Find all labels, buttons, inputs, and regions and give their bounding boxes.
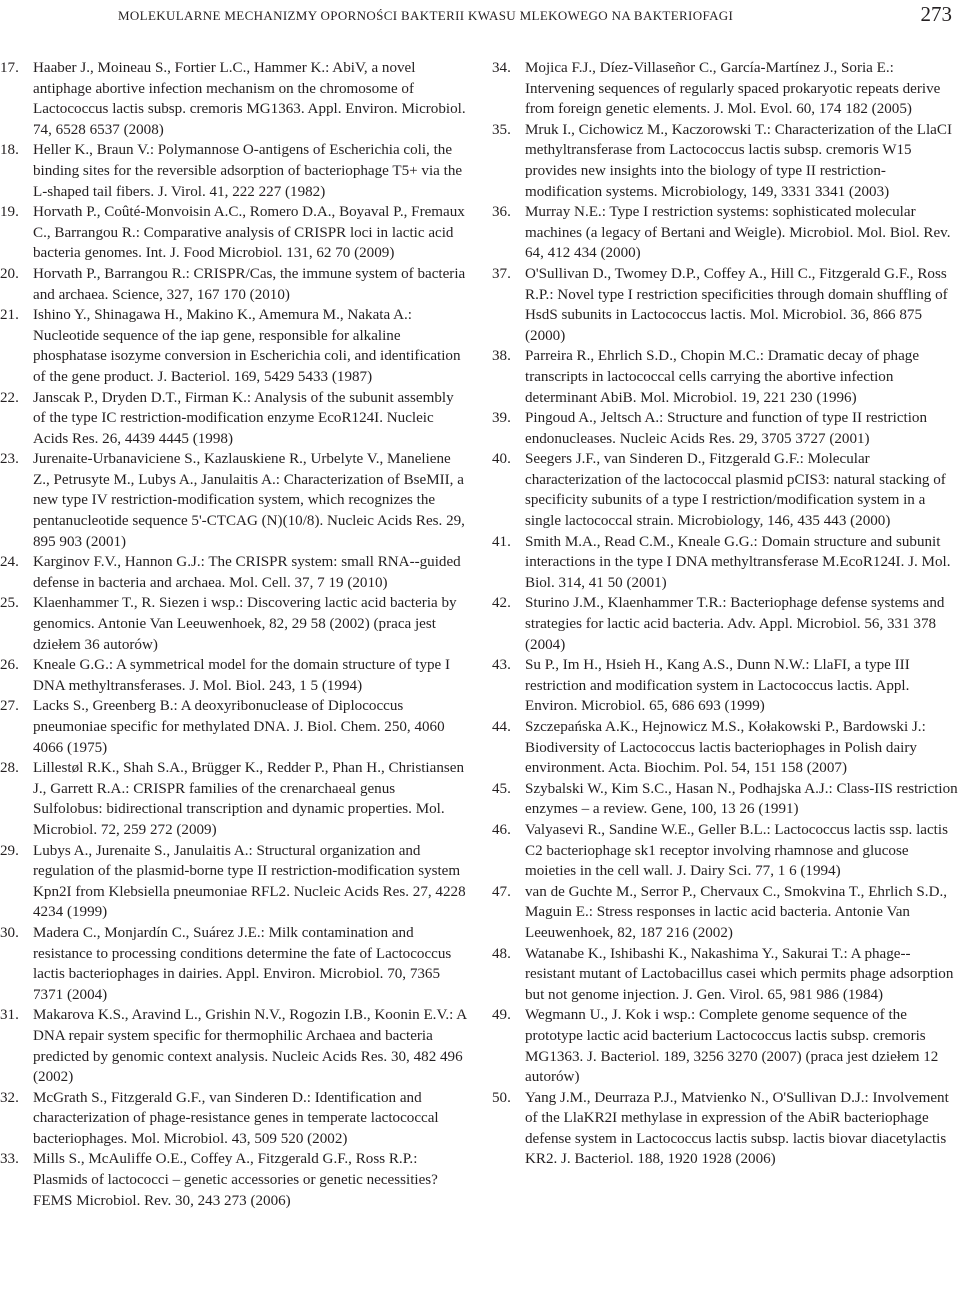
reference-text: Watanabe K., Ishibashi K., Nakashima Y., Sakurai T.: A phage--resistant mutant of Lactobacillus casei which permits phage adsorption but not genome injection. J. Gen. Virol. 65, 981 986 (1984)	[525, 945, 954, 1003]
reference-number: 32.	[0, 1089, 19, 1106]
reference-item	[0, 58, 468, 140]
reference-text: Wegmann U., J. Kok i wsp.: Complete genome sequence of the prototype lactic acid bacterium Lactococcus lactis subsp. cremoris MG1363. J. Bacteriol. 189, 3256 3270 (2007) (praca jest dziełem 12 autorów)	[525, 1007, 939, 1086]
reference-text: Parreira R., Ehrlich S.D., Chopin M.C.: Dramatic decay of phage transcripts in lactococcal cells carrying the abortive infection determinant AbiB. Mol. Microbiol. 19, 221 230 (1996)	[525, 348, 920, 406]
reference-item	[0, 758, 468, 840]
reference-number: 29.	[0, 842, 19, 859]
reference-item	[0, 140, 468, 202]
reference-text: Janscak P., Dryden D.T., Firman K.: Analysis of the subunit assembly of the type IC restriction-modification enzyme EcoR124I. Nucleic Acids Res. 26, 4439 4445 (1998)	[33, 389, 454, 447]
reference-item	[492, 346, 960, 408]
reference-number: 26.	[0, 657, 19, 674]
reference-text: Mills S., McAuliffe O.E., Coffey A., Fitzgerald G.F., Ross R.P.: Plasmids of lactococci – genetic accessories or genetic necessities? FEMS Microbiol. Rev. 30, 243 273 (2006)	[33, 1151, 438, 1209]
reference-item	[492, 779, 960, 820]
running-title: MOLEKULARNE MECHANIZMY OPORNOŚCI BAKTERII KWASU MLEKOWEGO NA BAKTERIOFAGI	[118, 8, 734, 23]
reference-text: Szczepańska A.K., Hejnowicz M.S., Kołakowski P., Bardowski J.: Biodiversity of Lactococcus lactis bacteriophages in Polish dairy environment. Acta. Biochim. Pol. 54, 151 158 (2007)	[525, 719, 926, 777]
reference-item	[492, 944, 960, 1006]
reference-item	[0, 655, 468, 696]
reference-item	[0, 264, 468, 305]
reference-item	[0, 593, 468, 655]
reference-item	[492, 120, 960, 202]
reference-number: 40.	[492, 451, 511, 468]
reference-number: 19.	[0, 204, 19, 221]
reference-item	[492, 593, 960, 655]
reference-number: 44.	[492, 719, 511, 735]
reference-text: Makarova K.S., Aravind L., Grishin N.V., Rogozin I.B., Koonin E.V.: A DNA repair system specific for thermophilic Archaea and bacteria predicted by genomic context analysis. Nucleic Acids Res. 30, 482 496 (2002)	[33, 1007, 467, 1086]
reference-item	[0, 1149, 468, 1211]
reference-number: 31.	[0, 1007, 19, 1024]
reference-text: Lubys A., Jurenaite S., Janulaitis A.: Structural organization and regulation of the plasmid-borne type II restriction-modification system Kpn2I from Klebsiella pneumoniae RFL2. Nucleic Acids Res. 27, 4228 4234 (1999)	[33, 842, 466, 921]
reference-text: Madera C., Monjardín C., Suárez J.E.: Milk contamination and resistance to processing conditions determine the fate of Lactococcus lactis bacteriophages in dairies. Appl. Environ. Microbiol. 70, 7365 7371 (2004)	[33, 924, 452, 1003]
reference-number: 43.	[492, 657, 511, 674]
reference-text: Valyasevi R., Sandine W.E., Geller B.L.: Lactococcus lactis ssp. lactis C2 bacteriophage sk1 receptor involving rhamnose and glucose moieties in the cell wall. J. Dairy Sci. 77, 1 6 (1994)	[525, 821, 948, 880]
reference-number: 21.	[0, 307, 19, 324]
reference-number: 45.	[492, 780, 511, 797]
reference-item	[492, 1088, 960, 1170]
reference-item	[492, 264, 960, 346]
reference-item	[0, 552, 468, 593]
reference-text: Karginov F.V., Hannon G.J.: The CRISPR system: small RNA--guided defense in bacteria and archaea. Mol. Cell. 37, 7 19 (2010)	[33, 554, 461, 591]
reference-text: Murray N.E.: Type I restriction systems: sophisticated molecular machines (a legacy of Bertani and Weigle). Microbiol. Mol. Biol. Rev. 64, 412 434 (2000)	[525, 204, 951, 262]
reference-text: van de Guchte M., Serror P., Chervaux C., Smokvina T., Ehrlich S.D., Maguin E.: Stress responses in lactic acid bacteria. Antonie Van Leeuwenhoek, 82, 187 216 (2002)	[525, 883, 948, 941]
reference-number: 33.	[0, 1151, 19, 1168]
reference-number: 25.	[0, 595, 19, 612]
reference-number: 47.	[492, 883, 511, 900]
reference-item	[0, 1005, 468, 1087]
references-right-column	[492, 58, 960, 1170]
reference-number: 37.	[492, 265, 511, 282]
reference-item	[0, 305, 468, 387]
reference-item	[0, 1088, 468, 1150]
reference-number: 24.	[0, 554, 19, 571]
reference-text: Haaber J., Moineau S., Fortier L.C., Hammer K.: AbiV, a novel antiphage abortive infection mechanism on the chromosome of Lactococcus lactis subsp. cremoris MG1363. Appl. Environ. Microbiol. 74, 6528 6537 (2008)	[33, 60, 466, 138]
reference-item	[492, 58, 960, 120]
reference-item	[0, 388, 468, 450]
reference-text: Smith M.A., Read C.M., Kneale G.G.: Domain structure and subunit interactions in the type I DNA methyltransferase M.EcoR124I. J. Mol. Biol. 314, 41 50 (2001)	[525, 533, 951, 591]
reference-text: Mojica F.J., Díez-Villaseñor C., García-Martínez J., Soria E.: Intervening sequences of regularly spaced prokaryotic repeats derive from foreign genetic elements. J. Mol. Evol. 60, 174 182 (2005)	[525, 60, 941, 118]
reference-number: 18.	[0, 142, 19, 159]
reference-item	[492, 882, 960, 944]
reference-number: 20.	[0, 265, 19, 282]
reference-item	[0, 449, 468, 552]
reference-number: 17.	[0, 60, 19, 76]
reference-text: Ishino Y., Shinagawa H., Makino K., Amemura M., Nakata A.: Nucleotide sequence of the iap gene, responsible for alkaline phosphatase isozyme conversion in Escherichia coli, and identification of the gene product. J. Bacteriol. 169, 5429 5433 (1987)	[33, 307, 461, 385]
page-header	[0, 0, 960, 34]
reference-item	[0, 841, 468, 923]
reference-number: 36.	[492, 204, 511, 221]
reference-text: Jurenaite-Urbanaviciene S., Kazlauskiene R., Urbelyte V., Maneliene Z., Petrusyte M., Lubys A., Janulaitis A.: Characterization of BseMII, a new type IV restriction-modification system, which recognizes the pentanucleotide sequence 5'-CTCAG (N)(10/8). Nucleic Acids Res. 29, 895 903 (2001)	[33, 451, 465, 550]
reference-text: McGrath S., Fitzgerald G.F., van Sinderen D.: Identification and characterization of phage-resistance genes in temperate lactococcal bacteriophages. Mol. Microbiol. 43, 509 520 (2002)	[33, 1089, 439, 1147]
reference-number: 39.	[492, 410, 511, 427]
reference-text: Sturino J.M., Klaenhammer T.R.: Bacteriophage defense systems and strategies for lactic acid bacteria. Adv. Appl. Microbiol. 56, 331 378 (2004)	[525, 595, 945, 653]
reference-number: 38.	[492, 348, 511, 365]
page-number: 273	[920, 2, 952, 26]
reference-item	[492, 820, 960, 882]
reference-text: Heller K., Braun V.: Polymannose O-antigens of Escherichia coli, the binding sites for the reversible adsorption of bacteriophage T5+ via the L-shaped tail fibers. J. Virol. 41, 222 227 (1982)	[33, 142, 463, 200]
reference-text: Yang J.M., Deurraza P.J., Matvienko N., O'Sullivan D.J.: Involvement of the LlaKR2I methylase in expression of the AbiR bacteriophage defense system in Lactococcus lactis subsp. lactis biovar diacetylactis KR2. J. Bacteriol. 188, 1920 1928 (2006)	[525, 1089, 949, 1168]
reference-item	[0, 923, 468, 1005]
reference-number: 22.	[0, 389, 19, 406]
reference-text: Pingoud A., Jeltsch A.: Structure and function of type II restriction endonucleases. Nucleic Acids Res. 29, 3705 3727 (2001)	[525, 410, 928, 447]
reference-text: O'Sullivan D., Twomey D.P., Coffey A., Hill C., Fitzgerald G.F., Ross R.P.: Novel type I restriction specificities through domain shuffling of HsdS subunits in Lactococcus lactis. Mol. Microbiol. 36, 866 875 (2000)	[525, 265, 948, 344]
reference-text: Kneale G.G.: A symmetrical model for the domain structure of type I DNA methyltransferases. J. Mol. Biol. 243, 1 5 (1994)	[33, 657, 451, 694]
reference-number: 46.	[492, 821, 511, 838]
reference-item	[492, 202, 960, 264]
reference-text: Horvath P., Coûté-Monvoisin A.C., Romero D.A., Boyaval P., Fremaux C., Barrangou R.: Comparative analysis of CRISPR loci in lactic acid bacteria genomes. Int. J. Food Microbiol. 131, 62 70 (2009)	[33, 204, 465, 262]
reference-number: 42.	[492, 595, 511, 612]
reference-item	[0, 696, 468, 758]
reference-text: Lillestøl R.K., Shah S.A., Brügger K., Redder P., Phan H., Christiansen J., Garrett R.A.: CRISPR families of the crenarchaeal genus Sulfolobus: bidirectional transcription and dynamic properties. Mol. Microbiol. 72, 259 272 (2009)	[33, 760, 464, 838]
reference-number: 49.	[492, 1007, 511, 1024]
reference-number: 50.	[492, 1089, 511, 1106]
reference-text: Seegers J.F., van Sinderen D., Fitzgerald G.F.: Molecular characterization of the lactococcal plasmid pCIS3: natural stacking of specificity subunits of a type I restriction/modification system in a single lactococcal strain. Microbiology, 146, 435 443 (2000)	[525, 451, 946, 530]
reference-text: Szybalski W., Kim S.C., Hasan N., Podhajska A.J.: Class-IIS restriction enzymes – a review. Gene, 100, 13 26 (1991)	[525, 780, 958, 818]
reference-item	[492, 1005, 960, 1087]
reference-number: 28.	[0, 760, 19, 777]
reference-item	[492, 717, 960, 779]
reference-item	[492, 408, 960, 449]
reference-number: 41.	[492, 533, 511, 550]
reference-item	[0, 202, 468, 264]
reference-text: Su P., Im H., Hsieh H., Kang A.S., Dunn N.W.: LlaFI, a type III restriction and modification system in Lactococcus lactis. Appl. Environ. Microbiol. 65, 686 693 (1999)	[525, 657, 910, 715]
reference-number: 30.	[0, 924, 19, 941]
reference-item	[492, 532, 960, 594]
reference-item	[492, 655, 960, 717]
reference-number: 27.	[0, 698, 19, 715]
reference-number: 48.	[492, 945, 511, 962]
reference-number: 35.	[492, 121, 511, 138]
reference-text: Klaenhammer T., R. Siezen i wsp.: Discovering lactic acid bacteria by genomics. Antonie Van Leeuwenhoek, 82, 29 58 (2002) (praca jest dziełem 36 autorów)	[33, 595, 457, 653]
reference-text: Horvath P., Barrangou R.: CRISPR/Cas, the immune system of bacteria and archaea. Science, 327, 167 170 (2010)	[33, 265, 466, 303]
reference-number: 34.	[492, 60, 511, 76]
reference-text: Mruk I., Cichowicz M., Kaczorowski T.: Characterization of the LlaCI methyltransferase from Lactococcus lactis subsp. cremoris W15 provides new insights into the biology of type II restriction-modification systems. Microbiology, 149, 3331 3341 (2003)	[525, 121, 952, 200]
references-left-column	[0, 58, 468, 1211]
reference-number: 23.	[0, 451, 19, 468]
reference-text: Lacks S., Greenberg B.: A deoxyribonuclease of Diplococcus pneumoniae specific for methylated DNA. J. Biol. Chem. 250, 4060 4066 (1975)	[33, 698, 445, 756]
reference-item	[492, 449, 960, 531]
